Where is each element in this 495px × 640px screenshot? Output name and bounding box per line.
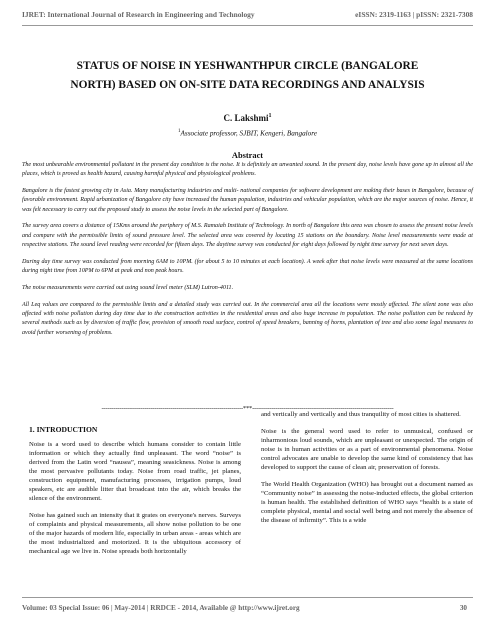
affiliation-text: Associate professor, SJBIT, Kengeri, Bangalore (180, 129, 317, 138)
body-paragraph: Noise is a word used to describe which humans consider to contain little information or which they actually find unpleasant. The word “noise” is derived from the Latin word “nausea”, meaning seasickness. Noise is among the most pervasive pollutants today. Noise from road traffic, jet planes, construction equipment, manufacturing processes, irrigation pumps, loud speakers, etc are audible litter that broadcast into the air, which breaks the silence of the environment. (29, 441, 241, 502)
body-paragraph: The World Health Organization (WHO) has brought out a document named as “Community noise” in assessing the noise-inducted effects, the global criterion is human health. The established definition of WHO says “health is a state of complete physical, mental and social well being and not merely the absence of the disease of infirmity”. This is a wide (261, 481, 473, 524)
affiliation-sup: 1 (178, 129, 181, 134)
footer-text: Volume: 03 Special Issue: 06 | May-2014 | RRDCE - 2014, Available @ http://www.ijret.org (22, 604, 300, 612)
affiliation (0, 129, 495, 137)
author (0, 113, 495, 123)
journal-issn: eISSN: 2319-1163 | pISSN: 2321-7308 (355, 10, 473, 19)
footer-rule (22, 597, 473, 598)
right-column (261, 410, 473, 533)
introduction-heading: 1. INTRODUCTION (29, 425, 98, 434)
paper-title (30, 57, 465, 94)
abstract-paragraph: All Leq values are compared to the permissible limits and a detailed study was carried out. In the commercial area all the locations were mostly affected. The silent zone was also affected with noise pollution during day time due to the construction activities in the residential areas and also huge increase in population. The noise pollution can be reduced by several methods such as by diversion of traffic flow, provision of smooth road surface, control of speed breakers, banning of horns, plantation of tree and also some legal measures to avoid further worsening of problems. (22, 301, 473, 336)
left-column (29, 425, 241, 564)
title-line-2: NORTH) BASED ON ON-SITE DATA RECORDINGS AND ANALYSIS (70, 78, 425, 91)
body-paragraph: and vertically and vertically and thus tranquility of most cities is shattered. (261, 411, 461, 418)
abstract-heading: Abstract (231, 151, 264, 160)
abstract-body (22, 161, 473, 345)
body-paragraph: Noise has gained such an intensity that it grates on everyone's nerves. Surveys of complaints and physical measurements, all show noise pollution to be one of the major hazards of modern life, especially in urban areas - areas which are the most industrialized and motorized. It is the ubiquitous accessory of mechanical age we live in. Noise spreads both horizontally (29, 512, 241, 555)
abstract-paragraph: The most unbearable environmental pollutant in the present day condition is the noise. It is definitely an unwanted sound. In the present day, noise levels have gone up in almost all the places, which is proved as health hazard, causing harmful physical and physiological problems. (22, 162, 473, 178)
abstract-paragraph: During day time survey was conducted from morning 6AM to 10PM. (for about 5 to 10 minutes at each location). A week after that noise levels were measured at the same locations during night time from 10PM to 6PM at peak and non peak hours. (22, 258, 473, 275)
author-name: C. Lakshmi (223, 113, 269, 123)
abstract-paragraph: The noise measurements were carried out using sound level meter (SLM) Lutron-4011. (22, 284, 234, 291)
author-sup: 1 (268, 113, 272, 119)
body-paragraph: Noise is the general word used to refer to unmusical, confused or inharmonious loud sounds, which are unpleasant or unexpected. The origin of noise is in human activities or as a part of environmental phenomena. Noise control advocates are unable to develop the same kind of consistency that has developed to support the cause of clean air, preservation of forests. (261, 428, 473, 471)
section-separator: ------------------------------------------------------------------------***------------------------------------------------------------------------ (101, 405, 394, 412)
page-number: 30 (459, 604, 467, 612)
abstract-paragraph: Bangalore is the fastest growing city in Asia. Many manufacturing industries and multi- national companies for software development are making their bases in Bangalore, because of favorable environment. Rapid urbanization of Bangalore city have increased the human population, industries and vehicular population, which are the major sources of noise. Hence, it was felt necessary to carry out the proposed study to assess the noise levels in the selected part of Bangalore. (22, 188, 473, 213)
header-rule (22, 25, 473, 26)
abstract-paragraph: The survey area covers a distance of 15Kms around the periphery of M.S. Ramaiah Institute of Technology. In north of Bangalore this area was chosen to assess the present noise levels and compare with the permissible limits of sound pressure level. The selected area was covered by locating 15 stations on the boundary. Noise level measurements were made at respective stations. The sound level reading were recorded for fifteen days. The daytime survey was conducted for eight days followed by night time survey for next seven days. (22, 223, 473, 249)
title-line-1: STATUS OF NOISE IN YESHWANTHPUR CIRCLE (BANGALORE (76, 60, 419, 72)
footer (22, 604, 473, 612)
journal-name: IJRET: International Journal of Research in Engineering and Technology (22, 10, 255, 19)
